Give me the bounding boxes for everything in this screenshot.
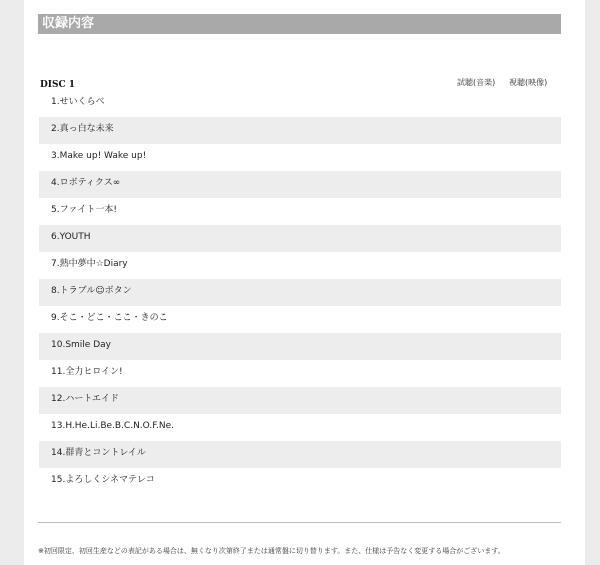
section-header: 収録内容 xyxy=(38,14,561,34)
track-row: 5.ファイト一本! xyxy=(51,205,118,215)
track-row: 9.そこ・どこ・ここ・きのこ xyxy=(51,313,168,323)
track-row: 14.群青とコントレイル xyxy=(39,441,561,468)
column-header-watch: 視聴(映像) xyxy=(509,78,548,87)
disc-label: DISC 1 xyxy=(40,80,76,90)
footnote: ※初回限定、初回生産などの表記がある場合は、無くなり次第終了または通常盤に切り替ります。また、仕様は予告なく変更する場合がございます。 xyxy=(38,547,505,555)
track-row: 8.トラブル☺ボタン xyxy=(39,279,561,306)
track-row: 4.ロボティクス∞ xyxy=(39,171,561,198)
track-row: 13.H.He.Li.Be.B.C.N.O.F.Ne. xyxy=(51,421,174,431)
track-list xyxy=(39,90,561,495)
track-row: 7.熱中夢中☆Diary xyxy=(51,259,128,269)
track-row: 12.ハートエイド xyxy=(39,387,561,414)
content-panel xyxy=(24,0,585,565)
divider xyxy=(38,522,561,523)
track-row: 11.全力ヒロイン! xyxy=(51,367,123,377)
track-row: 1.せいくらべ xyxy=(51,97,105,107)
track-row: 6.YOUTH xyxy=(39,225,561,252)
track-row: 3.Make up! Wake up! xyxy=(51,151,147,161)
track-row: 2.真っ白な未来 xyxy=(39,117,561,144)
column-header-preview: 試聴(音楽) xyxy=(457,78,496,87)
track-row: 15.よろしくシネマテレコ xyxy=(51,475,155,485)
track-row: 10.Smile Day xyxy=(39,333,561,360)
